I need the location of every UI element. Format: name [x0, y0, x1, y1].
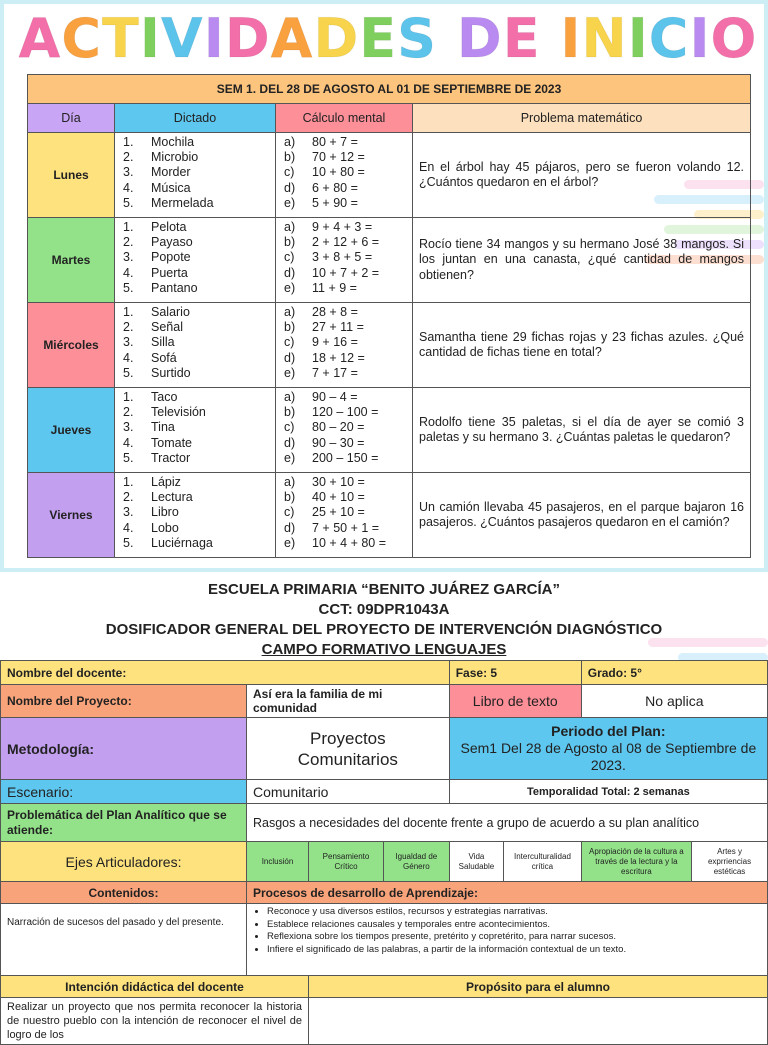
- title-letter: [541, 7, 561, 70]
- problema-text: Rodolfo tiene 35 paletas, si el día de ayer se comió 3 paletas y su hermano 3. ¿Cuántas paletas le quedaron?: [413, 388, 751, 473]
- item-marker: 5.: [123, 195, 134, 210]
- dictado-list: [115, 133, 276, 218]
- item-marker: 1.: [123, 390, 134, 404]
- dictado-list-item: [123, 436, 271, 451]
- calculo-list-item: [284, 536, 408, 551]
- item-marker: e): [284, 535, 296, 550]
- title-letter: E: [502, 7, 541, 70]
- item-text: Lobo: [151, 520, 179, 535]
- proyecto-label: Nombre del Proyecto:: [1, 685, 247, 718]
- calculo-list: [276, 133, 413, 218]
- item-marker: 2.: [123, 235, 134, 250]
- dictado-list-item: [123, 521, 271, 536]
- dictado-list-item: [123, 490, 271, 505]
- item-text: Tomate: [151, 435, 192, 450]
- school-header: [0, 580, 768, 660]
- item-marker: 3.: [123, 165, 134, 180]
- item-marker: 3.: [123, 420, 134, 435]
- item-marker: 3.: [123, 335, 134, 350]
- calculo-list-item: [284, 366, 408, 381]
- item-text: 27 + 11 =: [312, 320, 364, 335]
- libro-value: No aplica: [581, 685, 767, 718]
- calculo-list-item: [284, 436, 408, 451]
- dictado-list-item: [123, 366, 271, 381]
- item-text: Microbio: [151, 150, 199, 165]
- item-marker: 2.: [123, 490, 134, 505]
- dictado-list-item: [123, 335, 271, 350]
- item-marker: 4.: [123, 435, 134, 450]
- day-row: [28, 473, 751, 558]
- item-marker: 1.: [123, 475, 134, 489]
- dosificador-title: DOSIFICADOR GENERAL DEL PROYECTO DE INTERVENCIÓN DIAGNÓSTICO: [105, 621, 663, 638]
- day-name: Martes: [28, 218, 115, 303]
- proceso-item: • Reflexiona sobre los tiempos presente, pretérito y copretérito, para narrar sucesos.: [267, 931, 761, 944]
- item-marker: e): [284, 280, 296, 295]
- item-text: 11 + 9 =: [312, 280, 357, 295]
- item-text: Tina: [151, 420, 175, 435]
- item-marker: d): [284, 520, 296, 535]
- day-row: [28, 218, 751, 303]
- item-marker: 5.: [123, 450, 134, 465]
- title-letter: [437, 7, 457, 70]
- title-letter: C: [61, 7, 102, 70]
- calculo-list-item: [284, 235, 408, 250]
- item-marker: 5.: [123, 535, 134, 550]
- contenido-value: Narración de sucesos del pasado y del presente.: [1, 904, 247, 976]
- title-letter: A: [270, 7, 314, 70]
- proyecto-value: Así era la familia de mi comunidad: [246, 685, 449, 718]
- item-marker: d): [284, 350, 296, 365]
- calculo-list-item: [284, 521, 408, 536]
- eje-articulador: Pensamiento Crítico: [309, 842, 384, 882]
- problema-text: Samantha tiene 29 fichas rojas y 23 fichas azules. ¿Qué cantidad de fichas tiene en total?: [413, 303, 751, 388]
- day-row: [28, 133, 751, 218]
- item-marker: 1.: [123, 220, 134, 234]
- item-marker: b): [284, 150, 296, 165]
- eje-articulador: Artes y exprriencias estéticas: [692, 842, 768, 882]
- item-text: 70 + 12 =: [312, 150, 365, 165]
- title-letter: I: [627, 7, 649, 70]
- dictado-list-item: [123, 405, 271, 420]
- item-text: 10 + 80 =: [312, 165, 365, 180]
- title-letter: I: [560, 7, 582, 70]
- day-row: [28, 303, 751, 388]
- dictado-list-item: [123, 181, 271, 196]
- title-letter: D: [224, 7, 271, 70]
- col-dictado: Dictado: [115, 104, 276, 133]
- item-text: 5 + 90 =: [312, 195, 358, 210]
- calculo-list: [276, 218, 413, 303]
- item-marker: c): [284, 335, 295, 350]
- title-letter: S: [397, 7, 438, 70]
- col-problema: Problema matemático: [413, 104, 751, 133]
- item-text: 10 + 4 + 80 =: [312, 535, 387, 550]
- day-name: Miércoles: [28, 303, 115, 388]
- item-text: Salario: [151, 305, 190, 319]
- dictado-list: [115, 473, 276, 558]
- item-text: 120 – 100 =: [312, 405, 379, 420]
- proceso-item: • Establece relaciones causales y temporales entre acontecimientos.: [267, 919, 761, 932]
- proceso-item: • Reconoce y usa diversos estilos, recursos y estrategias narrativas.: [267, 906, 761, 919]
- item-marker: 4.: [123, 350, 134, 365]
- item-text: 28 + 8 =: [312, 305, 358, 319]
- week-header: SEM 1. DEL 28 DE AGOSTO AL 01 DE SEPTIEMBRE DE 2023: [28, 75, 751, 104]
- metodologia-label: Metodología:: [1, 718, 247, 780]
- calculo-list-item: [284, 420, 408, 435]
- dictado-list-item: [123, 451, 271, 466]
- item-text: Señal: [151, 320, 183, 335]
- item-marker: 2.: [123, 150, 134, 165]
- item-marker: a): [284, 305, 296, 319]
- calculo-list-item: [284, 305, 408, 320]
- item-text: Mochila: [151, 135, 195, 149]
- item-marker: c): [284, 505, 295, 520]
- item-text: Música: [151, 180, 191, 195]
- dictado-list-item: [123, 250, 271, 265]
- calculo-list-item: [284, 451, 408, 466]
- periodo-label: Periodo del Plan:: [551, 723, 666, 739]
- calculo-list: [276, 388, 413, 473]
- item-text: 200 – 150 =: [312, 450, 379, 465]
- item-marker: b): [284, 235, 296, 250]
- day-name: Jueves: [28, 388, 115, 473]
- libro-label: Libro de texto: [449, 685, 581, 718]
- item-text: 80 – 20 =: [312, 420, 365, 435]
- item-text: 18 + 12 =: [312, 350, 365, 365]
- eje-articulador: Vida Saludable: [449, 842, 503, 882]
- item-marker: c): [284, 165, 295, 180]
- school-name: ESCUELA PRIMARIA “BENITO JUÁREZ GARCÍA”: [208, 581, 560, 598]
- item-marker: 5.: [123, 365, 134, 380]
- title-letter: I: [139, 7, 161, 70]
- item-text: Lectura: [151, 490, 193, 505]
- item-marker: e): [284, 365, 296, 380]
- dictado-list-item: [123, 150, 271, 165]
- title-letter: I: [689, 7, 711, 70]
- item-text: 90 – 4 =: [312, 390, 358, 404]
- title-letter: O: [710, 7, 758, 70]
- item-marker: d): [284, 180, 296, 195]
- ejes-label: Ejes Articuladores:: [1, 842, 247, 882]
- title-letter: N: [581, 7, 628, 70]
- calculo-list-item: [284, 266, 408, 281]
- item-text: Pelota: [151, 220, 187, 234]
- problema-text: Un camión llevaba 45 pasajeros, en el parque bajaron 16 pasajeros. ¿Cuántos pasajeros quedaron en el camión?: [413, 473, 751, 558]
- proceso-item: • Infiere el significado de las palabras, a partir de la información contextual de un texto.: [267, 944, 761, 957]
- intencion-value: Realizar un proyecto que nos permita reconocer la historia de nuestro pueblo con la intención de reconocer el nivel de logro de los: [1, 998, 309, 1045]
- problema-text: Rocío tiene 34 mangos y su hermano José 38 mangos. Si los juntan en una canasta, ¿qué cantidad de mangos obtienen?: [413, 218, 751, 303]
- calculo-list-item: [284, 281, 408, 296]
- item-text: 80 + 7 =: [312, 135, 358, 149]
- item-text: 9 + 16 =: [312, 335, 358, 350]
- calculo-list-item: [284, 505, 408, 520]
- title-letter: E: [359, 7, 398, 70]
- item-marker: 4.: [123, 520, 134, 535]
- title-letter: A: [18, 7, 62, 70]
- item-marker: b): [284, 405, 296, 420]
- title-letter: D: [456, 7, 503, 70]
- calculo-list-item: [284, 475, 408, 490]
- problema-text: En el árbol hay 45 pájaros, pero se fueron volando 12. ¿Cuántos quedaron en el árbol?: [413, 133, 751, 218]
- dictado-list-item: [123, 196, 271, 211]
- plan-section: [0, 572, 768, 1041]
- periodo-value: Sem1 Del 28 de Agosto al 08 de Septiembre de 2023.: [460, 740, 757, 773]
- item-marker: d): [284, 435, 296, 450]
- dictado-list-item: [123, 505, 271, 520]
- day-row: [28, 388, 751, 473]
- item-text: Surtido: [151, 365, 191, 380]
- calculo-list-item: [284, 405, 408, 420]
- item-text: Payaso: [151, 235, 193, 250]
- fase-label: Fase: 5: [449, 661, 581, 685]
- calculo-list-item: [284, 335, 408, 350]
- item-text: Tractor: [151, 450, 191, 465]
- dictado-list: [115, 388, 276, 473]
- item-marker: c): [284, 250, 295, 265]
- title-letter: I: [203, 7, 225, 70]
- grado-label: Grado: 5°: [581, 661, 767, 685]
- item-marker: a): [284, 220, 296, 234]
- temporalidad: Temporalidad Total: 2 semanas: [449, 780, 767, 804]
- item-marker: 3.: [123, 250, 134, 265]
- eje-articulador: Apropiación de la cultura a través de la lectura y la escritura: [581, 842, 691, 882]
- item-text: 25 + 10 =: [312, 505, 365, 520]
- item-text: Televisión: [151, 405, 206, 420]
- item-marker: e): [284, 195, 296, 210]
- item-text: Lápiz: [151, 475, 181, 489]
- title-letter: T: [101, 7, 140, 70]
- procesos-label: Procesos de desarrollo de Aprendizaje:: [246, 882, 767, 904]
- title-letter: V: [160, 7, 204, 70]
- calculo-list-item: [284, 181, 408, 196]
- calculo-list: [276, 303, 413, 388]
- calculo-list-item: [284, 320, 408, 335]
- campo-formativo: CAMPO FORMATIVO LENGUAJES: [261, 641, 507, 658]
- plan-table: [0, 660, 768, 1045]
- calculo-list: [276, 473, 413, 558]
- dictado-list-item: [123, 305, 271, 320]
- procesos-list: [246, 904, 767, 976]
- calculo-list-item: [284, 220, 408, 235]
- metodologia-value: Proyectos Comunitarios: [246, 718, 449, 780]
- page-title: [4, 6, 768, 72]
- item-text: 3 + 8 + 5 =: [312, 250, 373, 265]
- dictado-list-item: [123, 281, 271, 296]
- item-text: 10 + 7 + 2 =: [312, 265, 380, 280]
- calculo-list-item: [284, 196, 408, 211]
- item-marker: 1.: [123, 305, 134, 319]
- item-text: 7 + 50 + 1 =: [312, 520, 380, 535]
- intencion-label: Intención didáctica del docente: [1, 976, 309, 998]
- escenario-value: Comunitario: [246, 780, 449, 804]
- dictado-list-item: [123, 351, 271, 366]
- item-text: Luciérnaga: [151, 535, 213, 550]
- item-marker: 3.: [123, 505, 134, 520]
- title-letter: C: [648, 7, 690, 70]
- dictado-list-item: [123, 390, 271, 405]
- item-text: 7 + 17 =: [312, 365, 358, 380]
- day-name: Lunes: [28, 133, 115, 218]
- proposito-value: [309, 998, 768, 1045]
- item-text: 40 + 10 =: [312, 490, 365, 505]
- item-text: 90 – 30 =: [312, 435, 365, 450]
- school-cct: CCT: 09DPR1043A: [318, 601, 450, 618]
- dictado-list-item: [123, 235, 271, 250]
- item-text: Taco: [151, 390, 178, 404]
- dictado-list-item: [123, 536, 271, 551]
- docente-label: Nombre del docente:: [1, 661, 450, 685]
- item-text: 6 + 80 =: [312, 180, 358, 195]
- item-marker: a): [284, 135, 296, 149]
- item-text: 30 + 10 =: [312, 475, 365, 489]
- item-marker: 2.: [123, 320, 134, 335]
- dictado-list-item: [123, 320, 271, 335]
- item-marker: 4.: [123, 265, 134, 280]
- dictado-list-item: [123, 165, 271, 180]
- dictado-list-item: [123, 135, 271, 150]
- item-marker: 5.: [123, 280, 134, 295]
- item-text: Morder: [151, 165, 191, 180]
- escenario-label: Escenario:: [1, 780, 247, 804]
- col-calculo: Cálculo mental: [276, 104, 413, 133]
- item-marker: e): [284, 450, 296, 465]
- item-marker: d): [284, 265, 296, 280]
- item-marker: 4.: [123, 180, 134, 195]
- item-text: 9 + 4 + 3 =: [312, 220, 373, 234]
- item-text: Pantano: [151, 280, 198, 295]
- calculo-list-item: [284, 165, 408, 180]
- item-marker: 2.: [123, 405, 134, 420]
- calculo-list-item: [284, 390, 408, 405]
- problematica-label: Problemática del Plan Analítico que se atiende:: [1, 804, 247, 842]
- item-text: Libro: [151, 505, 179, 520]
- item-text: Sofá: [151, 350, 177, 365]
- item-marker: b): [284, 490, 296, 505]
- item-text: Popote: [151, 250, 191, 265]
- item-marker: c): [284, 420, 295, 435]
- calculo-list-item: [284, 150, 408, 165]
- day-name: Viernes: [28, 473, 115, 558]
- item-text: Puerta: [151, 265, 188, 280]
- calculo-list-item: [284, 250, 408, 265]
- item-text: Mermelada: [151, 195, 214, 210]
- periodo-cell: [449, 718, 767, 780]
- item-marker: 1.: [123, 135, 134, 149]
- dictado-list: [115, 218, 276, 303]
- dictado-list-item: [123, 475, 271, 490]
- contenidos-label: Contenidos:: [1, 882, 247, 904]
- dictado-list: [115, 303, 276, 388]
- item-marker: a): [284, 475, 296, 489]
- weekly-activities-table: [27, 74, 751, 558]
- item-text: Silla: [151, 335, 175, 350]
- title-letter: D: [313, 7, 360, 70]
- calculo-list-item: [284, 351, 408, 366]
- proposito-label: Propósito para el alumno: [309, 976, 768, 998]
- col-dia: Día: [28, 104, 115, 133]
- eje-articulador: Inclusión: [246, 842, 308, 882]
- dictado-list-item: [123, 420, 271, 435]
- dictado-list-item: [123, 220, 271, 235]
- item-text: 2 + 12 + 6 =: [312, 235, 380, 250]
- calculo-list-item: [284, 135, 408, 150]
- item-marker: a): [284, 390, 296, 404]
- eje-articulador: Interculturalidad crítica: [504, 842, 582, 882]
- eje-articulador: Igualdad de Género: [384, 842, 450, 882]
- dictado-list-item: [123, 266, 271, 281]
- calculo-list-item: [284, 490, 408, 505]
- problematica-value: Rasgos a necesidades del docente frente a grupo de acuerdo a su plan analítico: [246, 804, 767, 842]
- item-marker: b): [284, 320, 296, 335]
